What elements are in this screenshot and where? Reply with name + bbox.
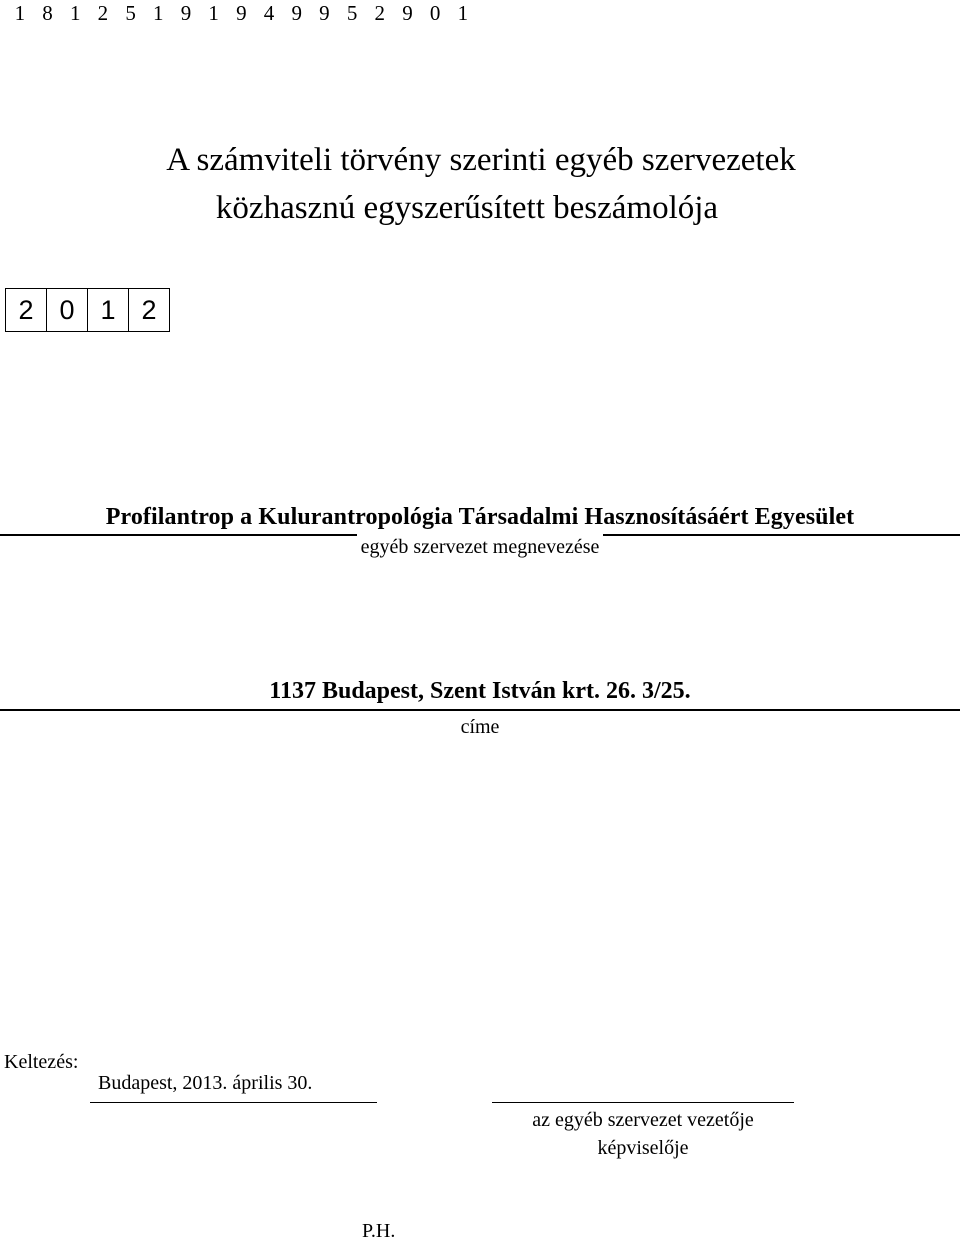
organization-caption: egyéb szervezet megnevezése: [357, 533, 604, 561]
dating-underline: [90, 1102, 377, 1103]
stamp-placeholder: P.H.: [362, 1220, 396, 1242]
registration-digit: 1: [208, 1, 219, 25]
registration-digit: 1: [457, 1, 469, 25]
dating-value: Budapest, 2013. április 30.: [98, 1072, 313, 1094]
document-title-line-2: közhasznú egyszerűsített beszámolója: [215, 190, 719, 226]
registration-digit: 5: [346, 1, 358, 25]
year-digit-box: 1: [88, 289, 129, 331]
signature-caption-line-2: képviselője: [597, 1137, 689, 1159]
registration-digit: 5: [125, 1, 136, 25]
year-digit-box: 2: [6, 289, 47, 331]
registration-digit: 9: [236, 1, 247, 25]
registration-digit: 2: [374, 1, 386, 25]
registration-digit: 1: [153, 1, 164, 25]
registration-digit: 2: [97, 1, 109, 25]
year-digit-box: 0: [47, 289, 88, 331]
signature-caption-line-1: az egyéb szervezet vezetője: [532, 1109, 754, 1131]
registration-digit: 4: [263, 1, 275, 25]
registration-digit: 1: [69, 1, 81, 25]
registration-digit: 9: [319, 1, 330, 25]
signature-caption: [492, 1106, 794, 1162]
year-boxes: [5, 288, 170, 332]
address-value: 1137 Budapest, Szent István krt. 26. 3/25.: [269, 678, 691, 704]
registration-digit: 9: [402, 1, 413, 25]
organization-name: Profilantrop a Kulurantropológia Társadalmi Hasznosításáért Egyesület: [105, 504, 855, 530]
registration-digit: 9: [180, 1, 192, 25]
address-underline: [0, 709, 960, 711]
registration-digit: 9: [291, 1, 302, 25]
address-caption: címe: [460, 716, 500, 738]
organization-caption-wrap: [0, 536, 960, 561]
signature-line: [492, 1102, 794, 1103]
dating-label: Keltezés:: [4, 1051, 79, 1073]
registration-digit: 0: [429, 1, 441, 25]
document-title-line-1: A számviteli törvény szerinti egyéb szervezetek: [166, 142, 796, 178]
year-digit-box: 2: [129, 289, 170, 331]
registration-number: [6, 0, 477, 26]
registration-digit: 1: [14, 1, 26, 25]
registration-digit: 8: [42, 1, 53, 25]
